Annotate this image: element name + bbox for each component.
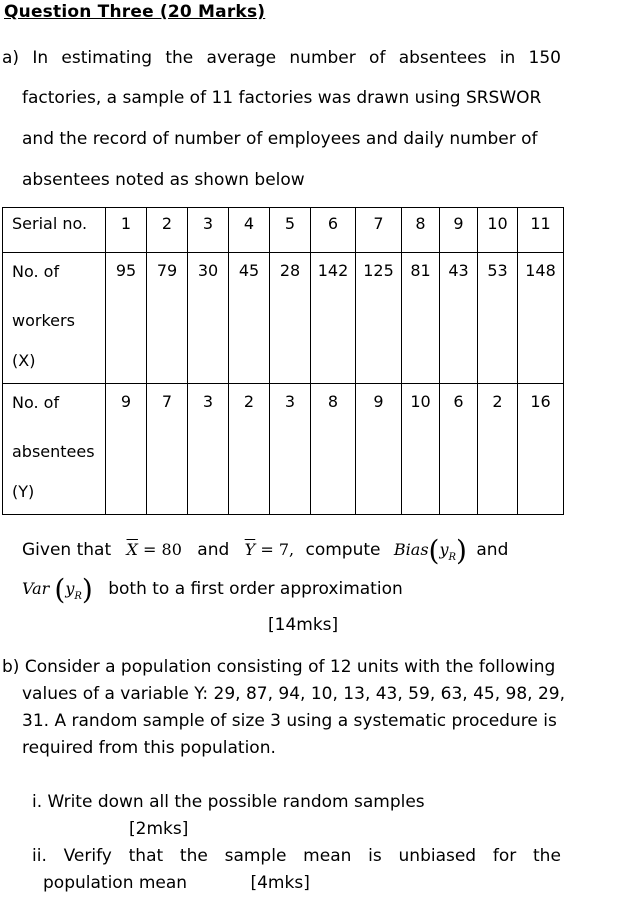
xbar-expression xyxy=(127,540,182,559)
word: number xyxy=(289,48,356,68)
and-text-2: and xyxy=(476,540,509,560)
workers-label xyxy=(3,253,106,384)
question-ii-marks: [4mks] xyxy=(250,873,310,893)
word: unbiased xyxy=(398,846,477,866)
table-cell: 3 xyxy=(188,208,229,253)
label-line: (Y) xyxy=(12,482,35,501)
table-cell: 7 xyxy=(356,208,402,253)
word: the xyxy=(165,48,194,68)
word: sample xyxy=(224,846,287,866)
bias-word: Bias xyxy=(393,540,429,559)
table-cell: 16 xyxy=(518,384,564,515)
table-cell: 125 xyxy=(356,253,402,384)
table-cell: 11 xyxy=(518,208,564,253)
serial-label: Serial no. xyxy=(3,208,106,253)
data-table xyxy=(2,207,564,515)
given-text: Given that xyxy=(22,540,112,560)
word: estimating xyxy=(61,48,153,68)
part-a-line-4: absentees noted as shown below xyxy=(22,170,305,190)
bias-expression: $Bias(y_R)$ xyxy=(393,534,467,567)
table-cell: 6 xyxy=(311,208,356,253)
table-cell: 10 xyxy=(478,208,518,253)
table-cell: 5 xyxy=(270,208,311,253)
word: mean xyxy=(303,846,352,866)
absentees-label xyxy=(3,384,106,515)
table-cell: 28 xyxy=(270,253,311,384)
y-symbol: y xyxy=(65,579,75,598)
and-text: and xyxy=(197,540,230,560)
question-ii-line-1 xyxy=(32,846,561,866)
table-cell: 9 xyxy=(440,208,478,253)
table-cell: 8 xyxy=(311,384,356,515)
table-cell: 8 xyxy=(402,208,440,253)
ybar-expression xyxy=(245,540,294,559)
question-i: i. Write down all the possible random samples xyxy=(32,792,425,812)
table-cell: 9 xyxy=(356,384,402,515)
word: average xyxy=(206,48,277,68)
word: the xyxy=(179,846,208,866)
word: a) xyxy=(2,48,20,68)
question-i-marks: [2mks] xyxy=(129,819,189,839)
r-subscript: R xyxy=(448,552,457,563)
part-a-line-1 xyxy=(2,48,561,68)
table-cell: 2 xyxy=(147,208,188,253)
part-b-line-3: 31. A random sample of size 3 using a systematic procedure is xyxy=(22,711,557,731)
given-line xyxy=(22,534,509,567)
table-cell: 95 xyxy=(106,253,147,384)
word: Verify xyxy=(63,846,112,866)
ybar-value: = 7, xyxy=(260,540,295,559)
table-row-absentees xyxy=(3,384,564,515)
r-subscript: R xyxy=(74,591,82,602)
var-word: Var xyxy=(22,579,50,598)
label-line: No. of xyxy=(12,262,60,281)
part-a-line-3: and the record of number of employees and daily number of xyxy=(22,129,538,149)
part-a-marks: [14mks] xyxy=(268,615,339,635)
word: of xyxy=(369,48,386,68)
table-cell: 1 xyxy=(106,208,147,253)
table-row-workers xyxy=(3,253,564,384)
word: absentees xyxy=(398,48,487,68)
table-cell: 43 xyxy=(440,253,478,384)
table-cell: 45 xyxy=(229,253,270,384)
var-line xyxy=(22,573,403,606)
y-symbol: y xyxy=(439,540,449,559)
table-cell: 9 xyxy=(106,384,147,515)
question-heading: Question Three (20 Marks) xyxy=(4,2,266,22)
word: that xyxy=(128,846,164,866)
word: the xyxy=(533,846,561,866)
ybar-symbol: $\overline{Y}$ xyxy=(244,540,256,559)
table-cell: 30 xyxy=(188,253,229,384)
table-cell: 79 xyxy=(147,253,188,384)
label-line: No. of xyxy=(12,393,60,412)
table-cell: 4 xyxy=(229,208,270,253)
compute-text: compute xyxy=(305,540,381,560)
var-expression: Var $(y_R)$ xyxy=(22,573,93,606)
word: In xyxy=(32,48,49,68)
table-cell: 142 xyxy=(311,253,356,384)
word: for xyxy=(492,846,517,866)
table-cell: 2 xyxy=(229,384,270,515)
label-line: absentees xyxy=(12,442,95,461)
part-a-line-2: factories, a sample of 11 factories was drawn using SRSWOR xyxy=(22,88,542,108)
question-ii-line-2 xyxy=(43,873,310,893)
table-row-serial xyxy=(3,208,564,253)
table-cell: 7 xyxy=(147,384,188,515)
label-line: (X) xyxy=(12,351,36,370)
part-b-line-2: values of a variable Y: 29, 87, 94, 10, 13, 43, 59, 63, 45, 98, 29, xyxy=(22,684,565,704)
xbar-symbol: $\overline{X}$ xyxy=(126,540,138,559)
word: ii. xyxy=(32,846,47,866)
table-cell: 53 xyxy=(478,253,518,384)
table-cell: 6 xyxy=(440,384,478,515)
word: in xyxy=(499,48,516,68)
label-line: workers xyxy=(12,311,75,330)
word: is xyxy=(368,846,382,866)
table-cell: 148 xyxy=(518,253,564,384)
line-text: population mean xyxy=(43,873,188,893)
part-b-line-1: b) Consider a population consisting of 12 units with the following xyxy=(2,657,556,677)
table-cell: 3 xyxy=(270,384,311,515)
table-cell: 3 xyxy=(188,384,229,515)
approx-text: both to a first order approximation xyxy=(108,579,403,599)
table-cell: 81 xyxy=(402,253,440,384)
table-cell: 2 xyxy=(478,384,518,515)
xbar-value: = 80 xyxy=(143,540,182,559)
word: 150 xyxy=(528,48,561,68)
table-cell: 10 xyxy=(402,384,440,515)
part-b-line-4: required from this population. xyxy=(22,738,276,758)
